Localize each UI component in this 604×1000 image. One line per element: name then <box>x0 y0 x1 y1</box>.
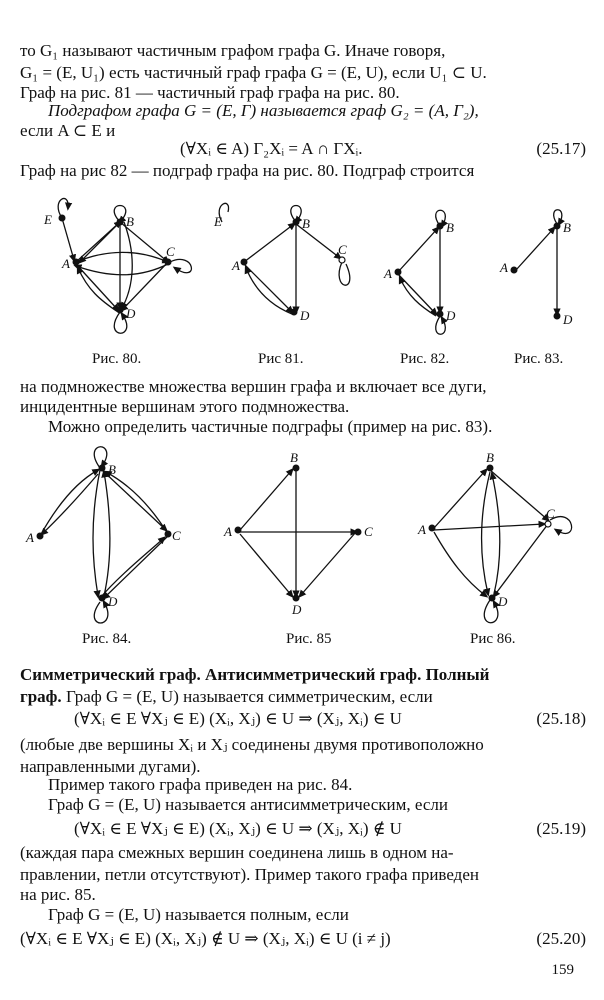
text-line-4: Подграфом графа G = (E, Γ) называется граф G₂ = (A, Γ₂), <box>48 101 479 120</box>
figure-85-caption: Рис. 85 <box>286 631 332 647</box>
vertex-label: A <box>418 522 426 537</box>
text-line-15: Граф G = (E, U) называется антисимметрическим, если <box>48 795 448 814</box>
equation-25-20: (∀Xᵢ ∈ E ∀Xⱼ ∈ E) (Xᵢ, Xⱼ) ∉ U ⇒ (Xⱼ, Xᵢ) ∈ U (i ≠ j) <box>20 929 391 948</box>
vertex-label: B <box>563 220 571 235</box>
text-line-7: на подмножестве множества вершин графа и включает все дуги, <box>20 377 487 396</box>
vertex-label: D <box>300 308 310 323</box>
equation-number-25-17: (25.17) <box>536 139 586 158</box>
vertex-dot <box>241 259 248 266</box>
vertex-label: D <box>563 312 573 327</box>
vertex-dot <box>429 525 436 532</box>
vertex-label: A <box>224 524 232 539</box>
figure-81-caption: Рис 81. <box>258 351 304 367</box>
vertex-dot <box>99 465 106 472</box>
vertex-label: C <box>172 528 181 543</box>
section-heading-end: граф. <box>20 687 62 706</box>
figure-83-caption: Рис. 83. <box>514 351 564 367</box>
figure-85-graph <box>240 470 356 596</box>
vertex-label: B <box>108 462 116 477</box>
vertex-label: C <box>338 242 347 257</box>
text-line-5: если A ⊂ E и <box>20 121 116 140</box>
text-line-18: на рис. 85. <box>20 885 96 904</box>
vertex-dot <box>165 259 172 266</box>
text-line-14: Пример такого графа приведен на рис. 84. <box>48 775 353 794</box>
equation-25-19: (∀Xᵢ ∈ E ∀Xⱼ ∈ E) (Xᵢ, Xⱼ) ∈ U ⇒ (Xⱼ, Xᵢ) ∉ U <box>74 819 402 838</box>
vertex-label: C <box>546 506 555 521</box>
vertex-dot <box>355 529 362 536</box>
vertex-label: B <box>446 220 454 235</box>
figure-80-graph <box>58 199 191 334</box>
vertex-dot <box>291 309 298 316</box>
figure-80-caption: Рис. 80. <box>92 351 142 367</box>
vertex-label: B <box>126 214 134 229</box>
text-line-9: Можно определить частичные подграфы (пример на рис. 83). <box>48 417 493 436</box>
section-heading: Симметрический граф. Антисимметрический граф. Полный <box>20 665 490 684</box>
vertex-label: D <box>498 594 508 609</box>
vertex-label: D <box>126 306 136 321</box>
equation-25-17: (∀Xᵢ ∈ A) Γ₂Xᵢ = A ∩ ΓXᵢ. <box>180 139 363 158</box>
text-line-12: (любые две вершины Xᵢ и Xⱼ соединены двумя противоположно <box>20 735 484 754</box>
vertex-dot <box>395 269 402 276</box>
vertex-label: A <box>232 258 240 273</box>
equation-25-18: (∀Xᵢ ∈ E ∀Xⱼ ∈ E) (Xᵢ, Xⱼ) ∈ U ⇒ (Xⱼ, Xᵢ) ∈ U <box>74 709 402 728</box>
text-line-19: Граф G = (E, U) называется полным, если <box>48 905 349 924</box>
vertex-label: C <box>364 524 373 539</box>
vertex-dot <box>437 311 444 318</box>
vertex-dot <box>554 223 561 230</box>
text-line-13: направленными дугами). <box>20 757 201 776</box>
vertex-dot <box>99 595 106 602</box>
vertex-dot <box>437 223 444 230</box>
vertex-dot <box>235 527 242 534</box>
text-line-2: G₁ = (E, U₁) есть частичный граф графа G = (E, U), если U₁ ⊂ U. <box>20 63 487 82</box>
vertex-dot <box>293 219 300 226</box>
vertex-dot <box>165 531 172 538</box>
figure-84-caption: Рис. 84. <box>82 631 132 647</box>
vertex-dot <box>73 259 80 266</box>
vertex-label: A <box>500 260 508 275</box>
vertex-label: B <box>302 216 310 231</box>
vertex-dot <box>339 257 345 263</box>
figure-86-caption: Рис 86. <box>470 631 516 647</box>
vertex-dot <box>117 219 124 226</box>
text-line-11 <box>20 686 586 708</box>
vertex-label: C <box>166 244 175 259</box>
vertex-dot <box>487 465 494 472</box>
vertex-label: E <box>214 214 222 229</box>
vertex-dot <box>554 313 561 320</box>
equation-number-25-18: (25.18) <box>536 709 586 728</box>
vertex-dot <box>511 267 518 274</box>
vertex-label: A <box>384 266 392 281</box>
text-line-17: правлении, петли отсутствуют). Пример такого графа приведен <box>20 865 479 884</box>
equation-number-25-20: (25.20) <box>536 929 586 948</box>
text-line-3: Граф на рис. 81 — частичный граф графа на рис. 80. <box>20 83 400 102</box>
vertex-dot <box>117 307 124 314</box>
vertex-dot <box>293 595 300 602</box>
vertex-dot <box>59 215 66 222</box>
vertex-label: B <box>486 450 494 465</box>
text-line-6: Граф на рис 82 — подграф графа на рис. 80. Подграф строится <box>20 161 475 180</box>
vertex-label: B <box>290 450 298 465</box>
vertex-label: D <box>446 308 456 323</box>
vertex-dot <box>37 533 44 540</box>
figure-82-caption: Рис. 82. <box>400 351 450 367</box>
vertex-label: D <box>292 602 302 617</box>
vertex-dot <box>489 595 496 602</box>
vertex-label: A <box>26 530 34 545</box>
vertex-dot <box>293 465 300 472</box>
vertex-label: E <box>44 212 52 227</box>
text-line-16: (каждая пара смежных вершин соединена лишь в одном на- <box>20 843 454 862</box>
equation-number-25-19: (25.19) <box>536 819 586 838</box>
text-line-11-body: Граф G = (E, U) называется симметрическим, если <box>61 687 433 706</box>
text-line-1: то G₁ называют частичным графом графа G. Иначе говоря, <box>20 41 446 60</box>
vertex-dot <box>545 521 551 527</box>
text-line-8: инцидентные вершинам этого подмножества. <box>20 397 350 416</box>
vertex-label: D <box>108 594 118 609</box>
page-number: 159 <box>551 962 574 978</box>
vertex-label: A <box>62 256 70 271</box>
